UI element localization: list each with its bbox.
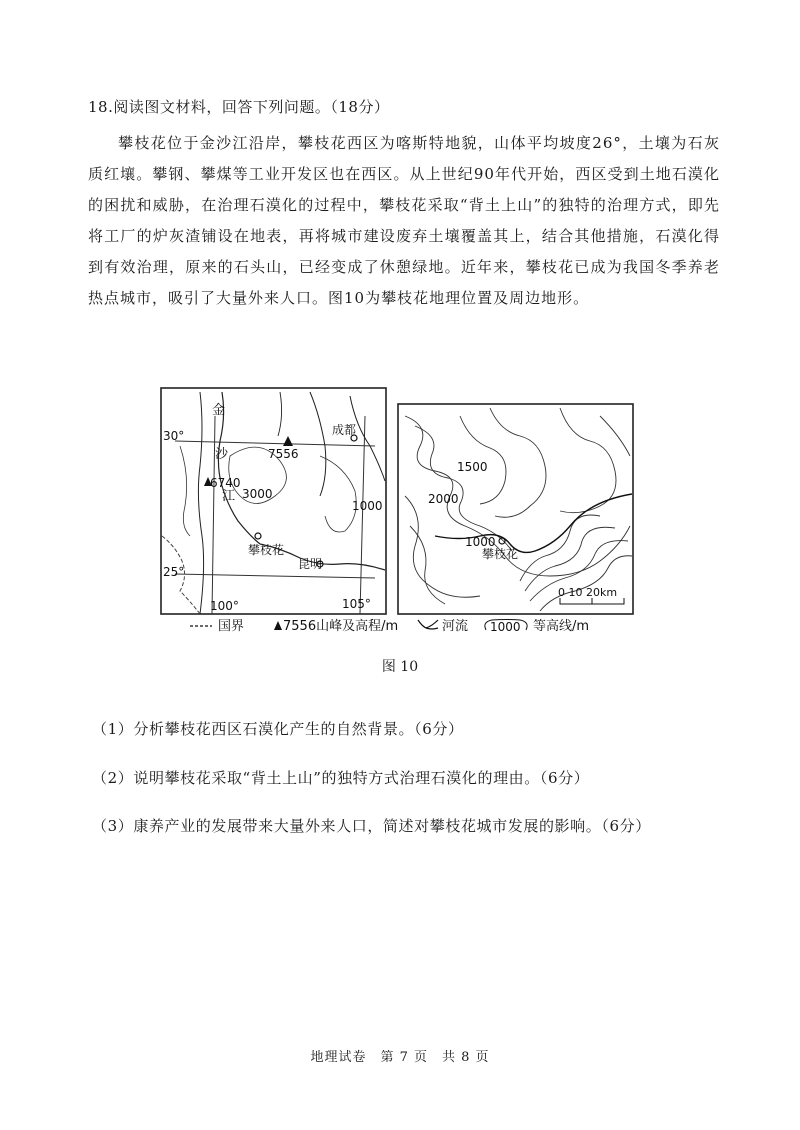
legend-peak-label: 7556山峰及高程/m: [283, 619, 399, 634]
legend-contour-label: 等高线/m: [533, 619, 590, 634]
map-legend: [186, 614, 636, 638]
legend-contour-value: 1000: [490, 620, 521, 634]
city-kunming-label: 昆明: [298, 557, 323, 571]
left-location-map: [161, 388, 386, 614]
peak-7556-label: 7556: [268, 447, 299, 461]
figure-caption: 图 10: [381, 659, 419, 675]
river-char-sha: 沙: [215, 447, 229, 462]
sub-question-2: （2）说明攀枝花采取“背土上山”的独特方式治理石漠化的理由。（6分）: [92, 769, 590, 787]
sub-question-3: （3）康养产业的发展带来大量外来人口，简述对攀枝花城市发展的影响。（6分）: [92, 817, 651, 835]
lat-25-label: 25°: [163, 565, 185, 579]
lat-30-label: 30°: [163, 429, 185, 443]
lon-105-label: 105°: [342, 597, 371, 611]
scale-bar-label: 0 10 20km: [558, 586, 618, 599]
right-terrain-map: [398, 404, 633, 614]
sub-question-1: （1）分析攀枝花西区石漠化产生的自然背景。（6分）: [92, 720, 464, 738]
peak-6740-label: 6740: [210, 476, 241, 490]
question-title: 18.阅读图文材料，回答下列问题。（18分）: [88, 98, 390, 116]
material-paragraph: 攀枝花位于金沙江沿岸，攀枝花西区为喀斯特地貌，山体平均坡度26°，土壤为石灰质红壤。攀钢、攀煤等工业开发区也在西区。从上世纪90年代开始，西区受到土地石漠化的困扰和威胁，在治理石漠化的过程中，攀枝花采取“背土上山”的独特的治理方式，即先将工厂的炉灰渣铺设在地表，再将城市建设废弃土壤覆盖其上，结合其他措施，石漠化得到有效治理，原来的石头山，已经变成了休憩绿地。近年来，攀枝花已成为我国冬季养老热点城市，吸引了大量外来人口。图10为攀枝花地理位置及周边地形。: [88, 134, 720, 307]
contour-3000-label: 3000: [242, 487, 273, 501]
river-char-jin: 金: [212, 403, 226, 418]
contour-1000-label: 1000: [352, 499, 383, 513]
lon-100-label: 100°: [210, 599, 239, 613]
city-panzhihua-label-right: 攀枝花: [482, 547, 519, 561]
contour-1000-label-right: 1000: [465, 535, 496, 549]
legend-border-label: 国界: [218, 619, 245, 634]
contour-1500-label: 1500: [457, 460, 488, 474]
city-chengdu-label: 成都: [332, 423, 357, 437]
river-char-jiang: 江: [222, 489, 236, 504]
contour-2000-label: 2000: [428, 492, 459, 506]
page-footer: 地理试卷 第 7 页 共 8 页: [310, 1050, 490, 1065]
figure-10-maps: [160, 386, 635, 616]
legend-river-label: 河流: [442, 619, 469, 634]
city-panzhihua-label: 攀枝花: [248, 543, 285, 557]
